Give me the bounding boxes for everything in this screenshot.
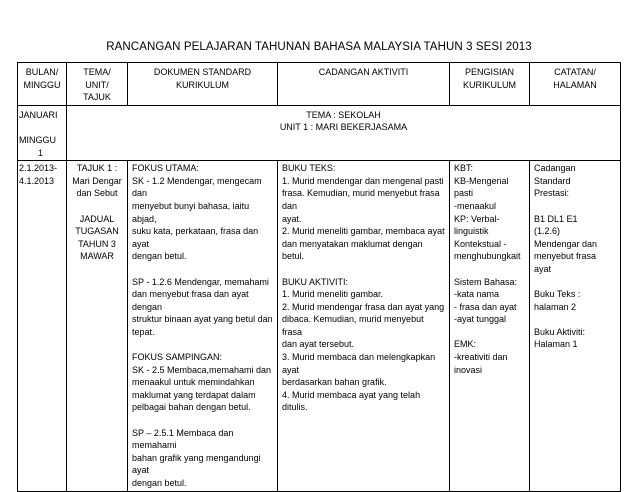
lesson-row: [18, 161, 621, 491]
dokumen-cell: FOKUS UTAMA: SK - 1.2 Mendengar, mengecam dan menyebut bunyi bahasa, iaitu abjad, suku kata, perkataan, frasa dan ayat dengan betul. SP - 1.2.6 Mendengar, memahami dan menyebut frasa dan ayat dengan struktur binaan ayat yang betul dan tepat. FOKUS SAMPINGAN: SK - 2.5 Membaca,memahami dan menaakul untuk memindahkan maklumat yang terdapat dalam pelbagai bahan dengan betul. SP – 2.5.1 Membaca dan memahami bahan grafik yang mengandungi ayat dengan betul.: [128, 161, 278, 491]
document-title: RANCANGAN PELAJARAN TAHUNAN BAHASA MALAYSIA TAHUN 3 SESI 2013: [106, 41, 532, 53]
dates-cell: 2.1.2013- 4.1.2013: [18, 161, 67, 491]
header-pengisian: PENGISIAN KURIKULUM: [450, 63, 530, 106]
pengisian-cell: KBT: KB-Mengenal pasti -menaakul KP: Verbal-linguistik Kontekstual - menghubungkait Sistem Bahasa: -kata nama - frasa dan ayat -ayat tunggal EMK: -kreativiti dan inovasi: [450, 161, 530, 491]
lesson-plan-table: [17, 62, 621, 492]
header-tema: TEMA/ UNIT/ TAJUK: [67, 63, 128, 106]
cadangan-cell: BUKU TEKS: 1. Murid mendengar dan mengenal pasti frasa. Kemudian, murid menyebut frasa dan ayat. 2. Murid meneliti gambar, membaca ayat dan menyatakan maklumat dengan betul. BUKU AKTIVITI: 1. Murid meneliti gambar. 2. Murid mendengar frasa dan ayat yang dibaca. Kemudian, murid menyebut frasa dan ayat tersebut. 3. Murid membaca dan melengkapkan ayat berdasarkan bahan grafik. 4. Murid membaca ayat yang telah ditulis.: [278, 161, 450, 491]
month-week-cell: JANUARI MINGGU 1: [18, 105, 67, 160]
header-row: [18, 63, 621, 106]
header-catatan: CATATAN/ HALAMAN: [530, 63, 621, 106]
header-dokumen: DOKUMEN STANDARD KURIKULUM: [128, 63, 278, 106]
theme-cell: TEMA : SEKOLAH UNIT 1 : MARI BEKERJASAMA: [67, 105, 621, 160]
header-bulan: BULAN/ MINGGU: [18, 63, 67, 106]
theme-row: [18, 105, 621, 160]
catatan-cell: Cadangan Standard Prestasi: B1 DL1 E1 (1.2.6) Mendengar dan menyebut frasa ayat Buku Teks : halaman 2 Buku Aktiviti: Halaman 1: [530, 161, 621, 491]
header-cadangan: CADANGAN AKTIVITI: [278, 63, 450, 106]
tajuk-cell: TAJUK 1 : Mari Dengar dan Sebut JADUAL TUGASAN TAHUN 3 MAWAR: [67, 161, 128, 491]
